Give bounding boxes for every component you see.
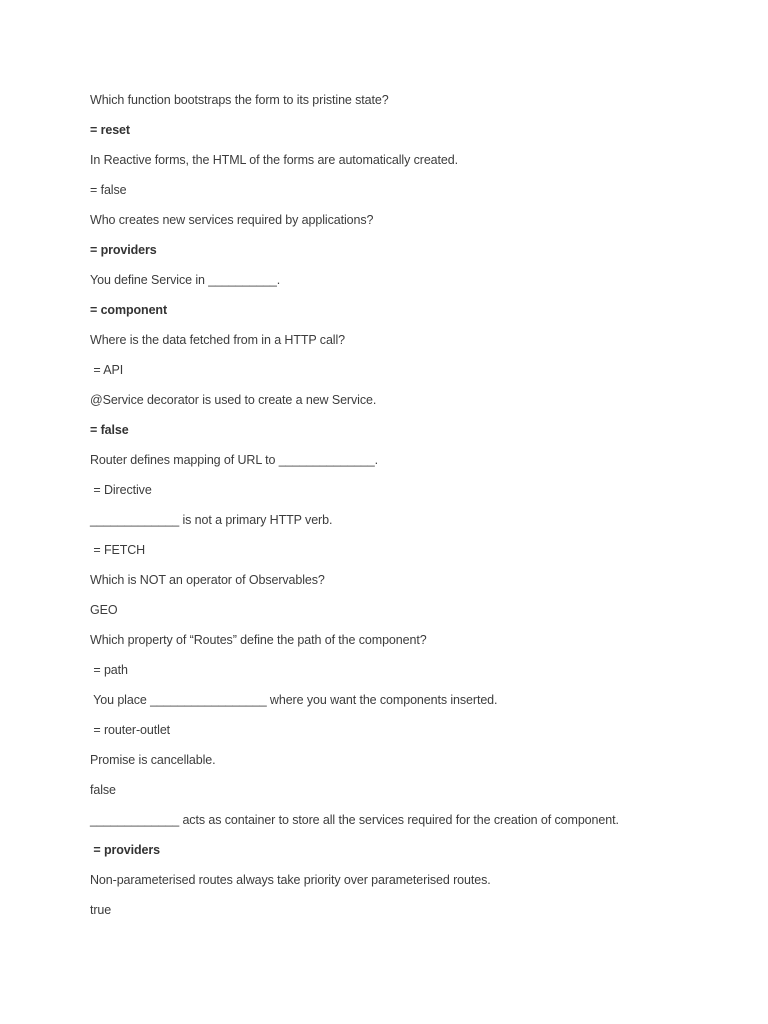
answer-line: = API [90,363,124,377]
question-line: Promise is cancellable. [90,753,216,767]
answer-line: = false [90,423,129,437]
question-line: _____________ is not a primary HTTP verb. [90,513,333,527]
question-line: Where is the data fetched from in a HTTP call? [90,333,346,347]
answer-line: = providers [90,843,161,857]
question-line: Who creates new services required by applications? [90,213,374,227]
question-line: Which is NOT an operator of Observables? [90,573,325,587]
question-line: Which property of “Routes” define the path of the component? [90,633,427,647]
question-line: Router defines mapping of URL to ______________. [90,453,379,467]
answer-line: GEO [90,603,118,617]
answer-line: = reset [90,123,130,137]
answer-line: = Directive [90,483,152,497]
question-line: You define Service in __________. [90,273,281,287]
answer-line: = component [90,303,168,317]
answer-line: = router-outlet [90,723,171,737]
answer-line: true [90,903,112,917]
question-line: @Service decorator is used to create a new Service. [90,393,377,407]
answer-line: = path [90,663,128,677]
answer-line: = false [90,183,127,197]
answer-line: = FETCH [90,543,146,557]
question-line: Which function bootstraps the form to its pristine state? [90,93,389,107]
question-line: In Reactive forms, the HTML of the forms are automatically created. [90,153,458,167]
question-line: Non-parameterised routes always take priority over parameterised routes. [90,873,491,887]
question-line: You place _________________ where you want the components inserted. [90,693,498,707]
question-line: _____________ acts as container to store all the services required for the creation of component. [90,813,619,827]
answer-line: = providers [90,243,157,257]
answer-line: false [90,783,116,797]
